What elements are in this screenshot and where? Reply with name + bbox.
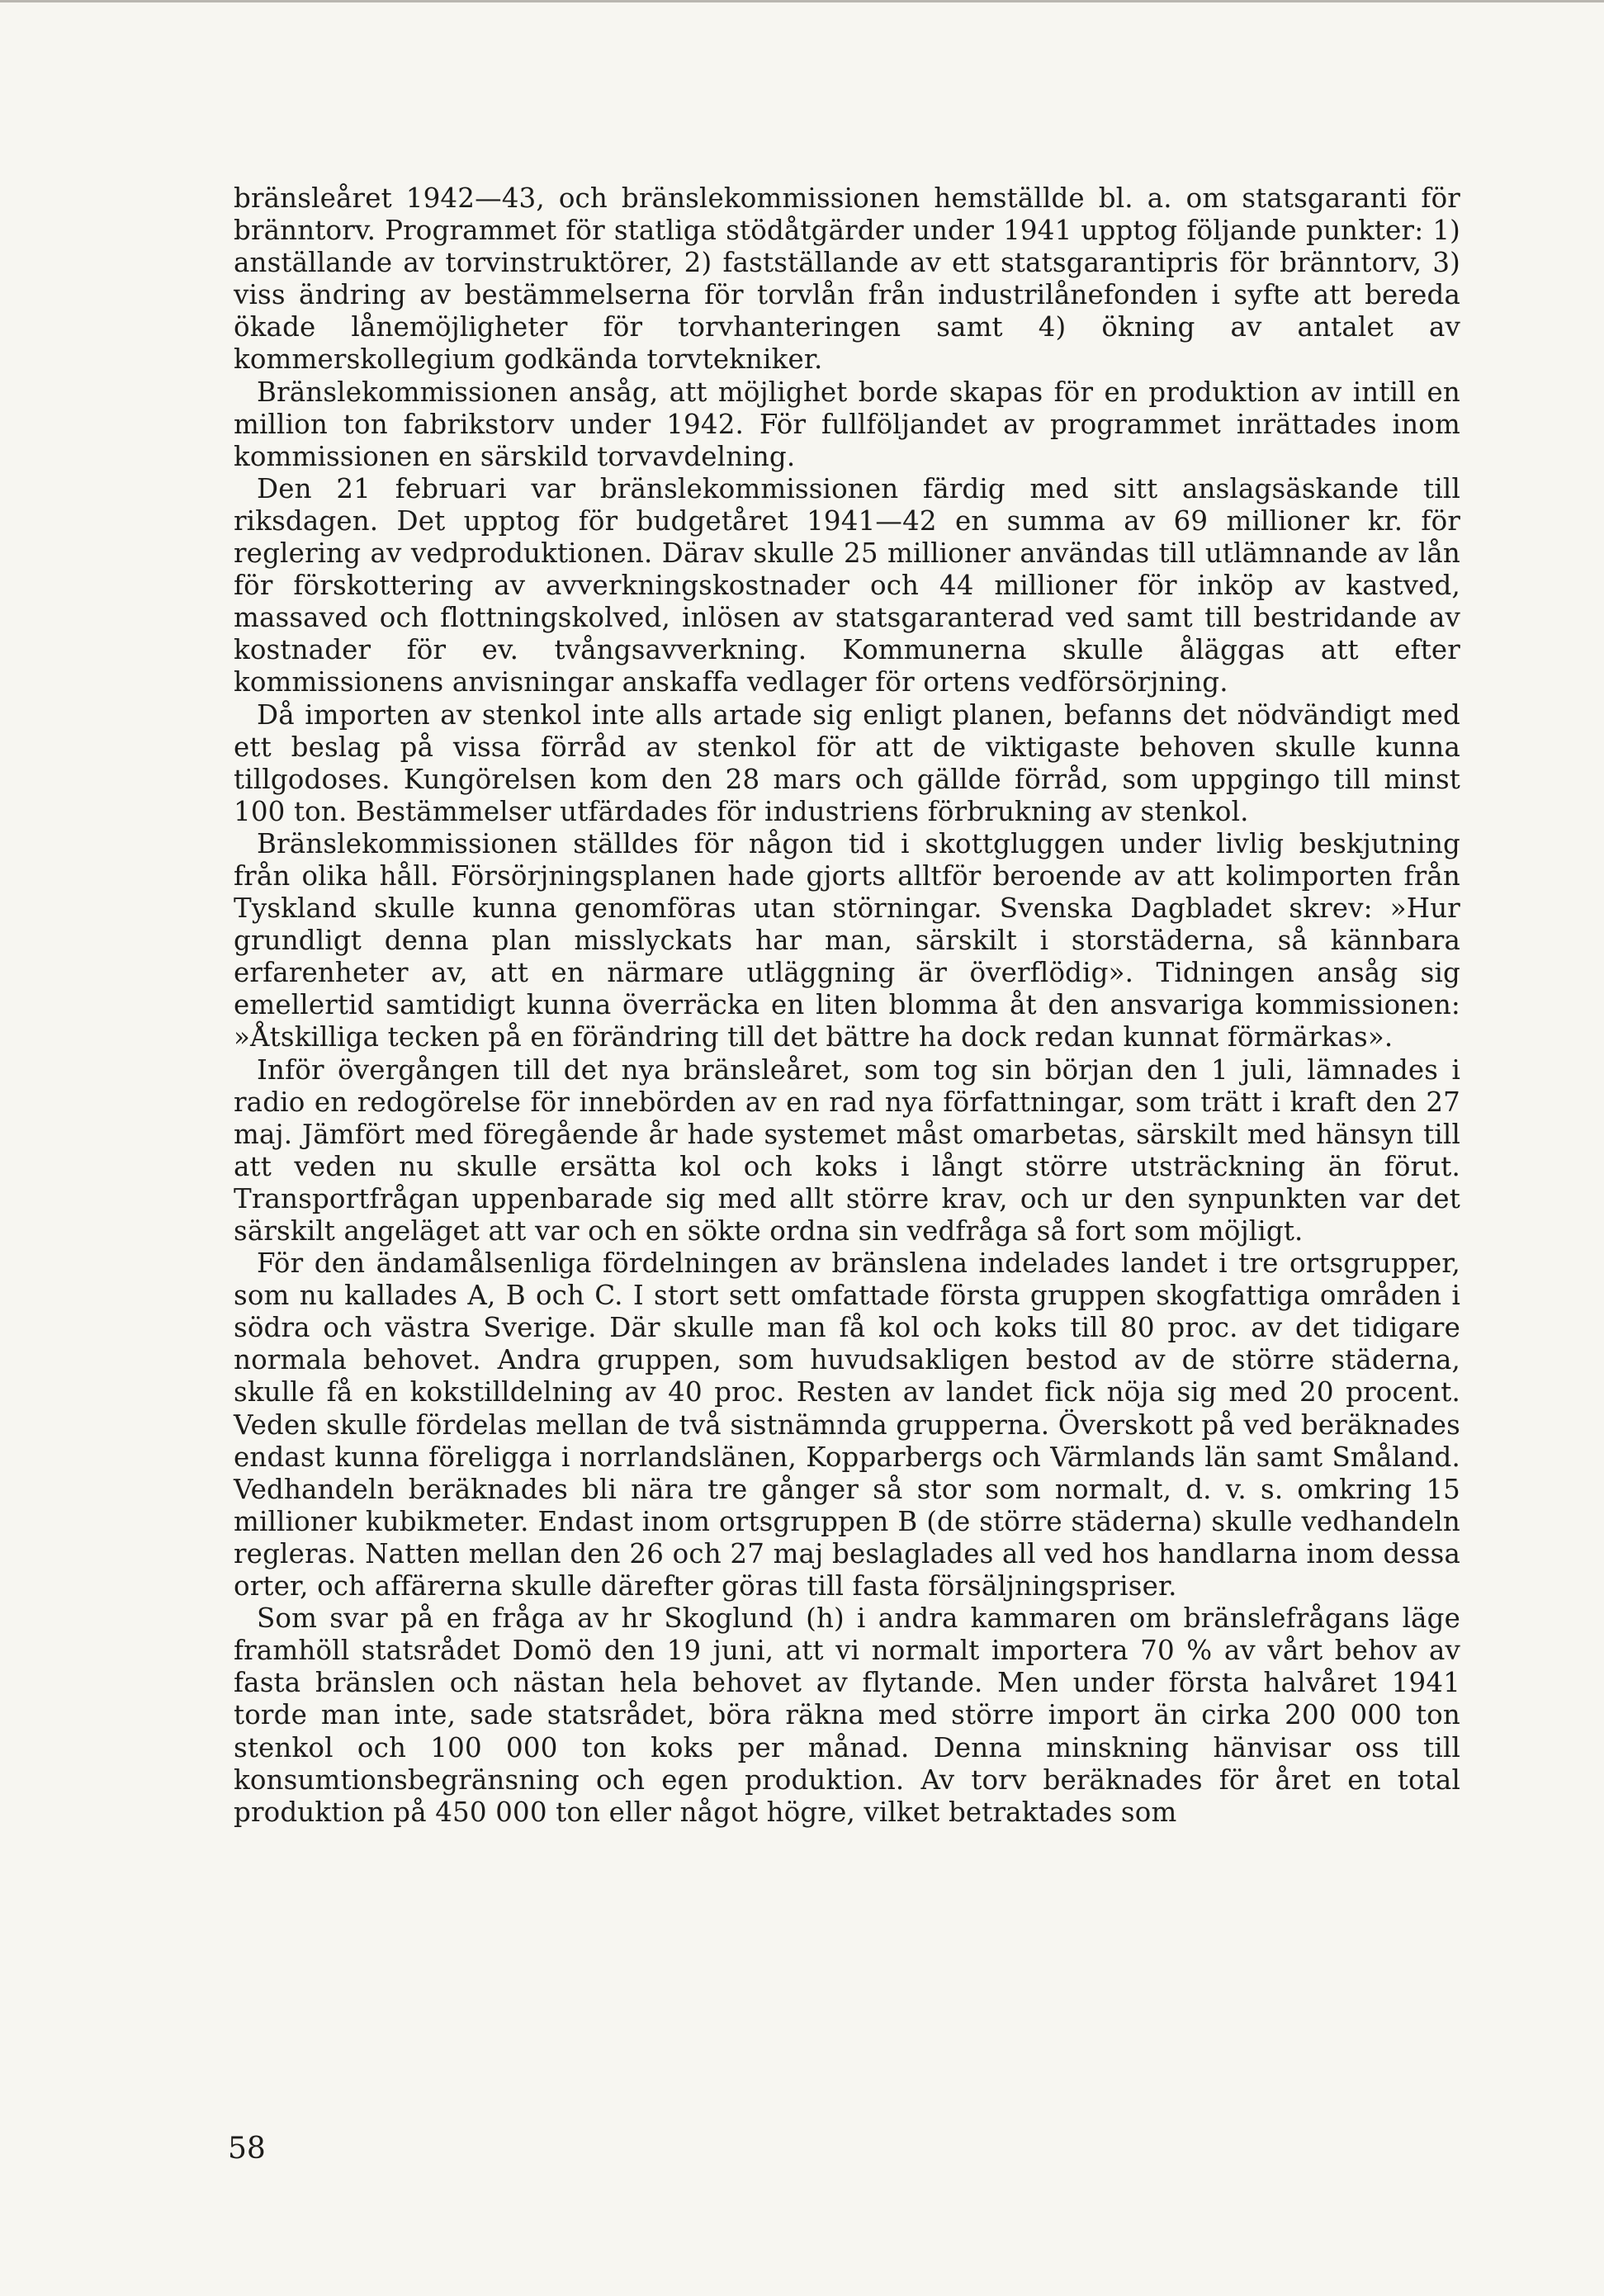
paragraph-8: Som svar på en fråga av hr Skoglund (h) i andra kammaren om bränslefrågans läge framhöll statsrådet Domö den 19 juni, att vi normalt importera 70 % av vårt behov av fasta bränslen och nästan hela behovet av flytande. Men under första halvåret 1941 torde man inte, sade statsrådet, böra räkna med större import än cirka 200 000 ton stenkol och 100 000 ton koks per månad. Denna minskning hänvisar oss till konsumtionsbegränsning och egen produktion. Av torv beräknades för året en total produktion på 450 000 ton eller något högre, vilket betraktades som <box>234 1602 1460 1828</box>
body-text <box>234 182 1460 1829</box>
paragraph-7: För den ändamålsenliga fördelningen av bränslena indelades landet i tre ortsgrupper, som nu kallades A, B och C. I stort sett omfattade första gruppen skogfattiga områden i södra och västra Sverige. Där skulle man få kol och koks till 80 proc. av det tidigare normala behovet. Andra gruppen, som huvudsakligen bestod av de större städerna, skulle få en kokstilldelning av 40 proc. Resten av landet fick nöja sig med 20 procent. Veden skulle fördelas mellan de två sistnämnda grupperna. Överskott på ved beräknades endast kunna föreligga i norrlandslänen, Kopparbergs och Värmlands län samt Småland. Vedhandeln beräknades bli nära tre gånger så stor som normalt, d. v. s. omkring 15 millioner kubikmeter. Endast inom ortsgruppen B (de större städerna) skulle vedhandeln regleras. Natten mellan den 26 och 27 maj beslaglades all ved hos handlarna inom dessa orter, och affärerna skulle därefter göras till fasta försäljningspriser. <box>234 1247 1460 1602</box>
top-edge-rule <box>0 0 1604 2</box>
page-number: 58 <box>228 2132 266 2166</box>
paragraph-2: Bränslekommissionen ansåg, att möjlighet borde skapas för en produktion av intill en million ton fabrikstorv under 1942. För fullföljandet av programmet inrättades inom kommissionen en särskild torvavdelning. <box>234 376 1460 472</box>
paragraph-1: bränsleåret 1942—43, och bränslekommissionen hemställde bl. a. om statsgaranti för bränntorv. Programmet för statliga stödåtgärder under 1941 upptog följande punkter: 1) anställande av torvinstruktörer, 2) fastställande av ett statsgarantipris för bränntorv, 3) viss ändring av bestämmelserna för torvlån från industrilånefonden i syfte att bereda ökade lånemöjligheter för torvhanteringen samt 4) ökning av antalet av kommerskollegium godkända torvtekniker. <box>234 182 1460 376</box>
paragraph-4: Då importen av stenkol inte alls artade sig enligt planen, befanns det nödvändigt med ett beslag på vissa förråd av stenkol för att de viktigaste behoven skulle kunna tillgodoses. Kungörelsen kom den 28 mars och gällde förråd, som uppgingo till minst 100 ton. Bestämmelser utfärdades för industriens förbrukning av stenkol. <box>234 698 1460 827</box>
paragraph-3: Den 21 februari var bränslekommissionen färdig med sitt anslagsäskande till riksdagen. Det upptog för budgetåret 1941—42 en summa av 69 millioner kr. för reglering av vedproduktionen. Därav skulle 25 millioner användas till utlämnande av lån för förskottering av avverkningskostnader och 44 millioner för inköp av kastved, massaved och flottningskolved, inlösen av statsgaranterad ved samt till bestridande av kostnader för ev. tvångsavverkning. Kommunerna skulle åläggas att efter kommissionens anvisningar anskaffa vedlager för ortens vedförsörjning. <box>234 472 1460 698</box>
paragraph-6: Inför övergången till det nya bränsleåret, som tog sin början den 1 juli, lämnades i radio en redogörelse för innebörden av en rad nya författningar, som trätt i kraft den 27 maj. Jämfört med föregående år hade systemet måst omarbetas, särskilt med hänsyn till att veden nu skulle ersätta kol och koks i långt större utsträckning än förut. Transportfrågan uppenbarade sig med allt större krav, och ur den synpunkten var det särskilt angeläget att var och en sökte ordna sin vedfråga så fort som möjligt. <box>234 1053 1460 1247</box>
paragraph-5: Bränslekommissionen ställdes för någon tid i skottgluggen under livlig beskjutning från olika håll. Försörjningsplanen hade gjorts alltför beroende av att kolimporten från Tyskland skulle kunna genomföras utan störningar. Svenska Dagbladet skrev: »Hur grundligt denna plan misslyckats har man, särskilt i storstäderna, så kännbara erfarenheter av, att en närmare utläggning är överflödig». Tidningen ansåg sig emellertid samtidigt kunna överräcka en liten blomma åt den ansvariga kommissionen: »Åtskilliga tecken på en förändring till det bättre ha dock redan kunnat förmärkas». <box>234 827 1460 1053</box>
